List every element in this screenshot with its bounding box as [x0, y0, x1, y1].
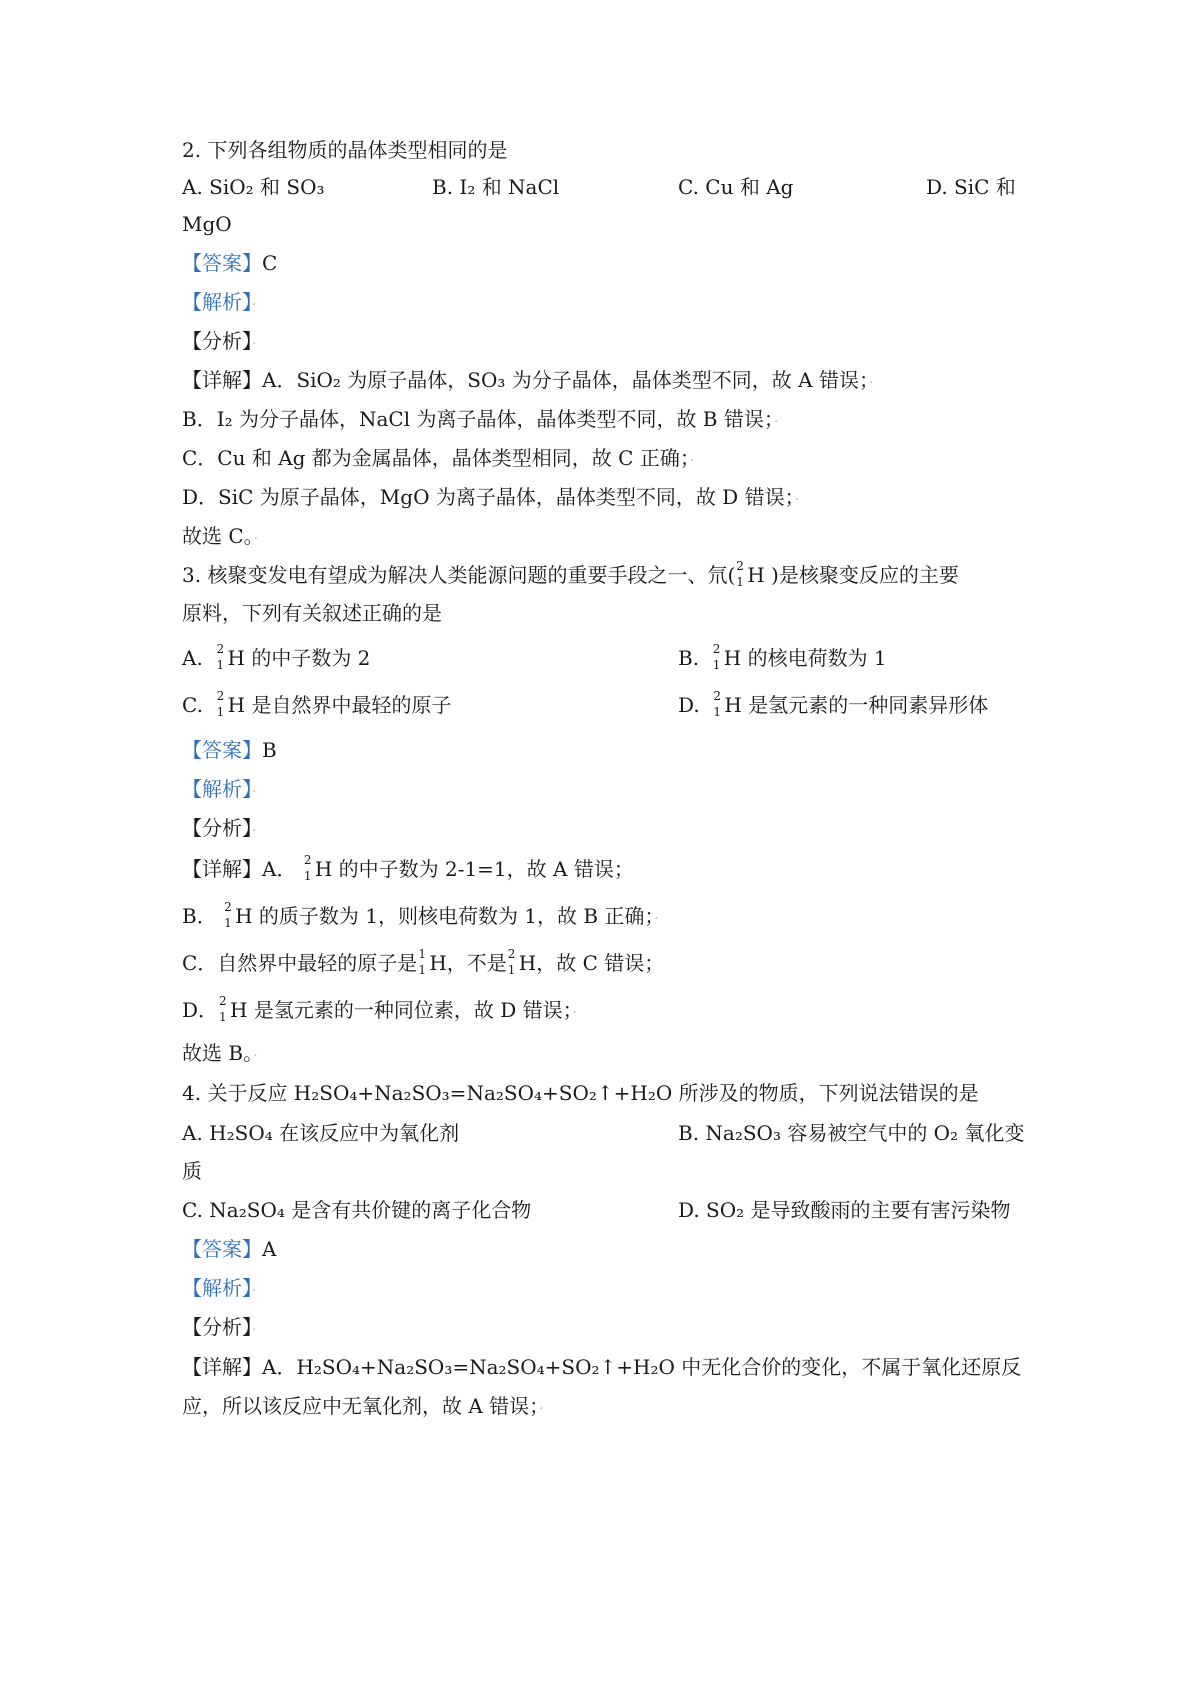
q2-conclusion: 故选 C。· [182, 524, 259, 548]
q2-detail-c: C．Cu 和 Ag 都为金属晶体，晶体类型相同，故 C 正确；· [182, 446, 695, 470]
answer-label: 【答案】 [182, 251, 262, 275]
detail-label: 【详解】 [182, 1355, 262, 1379]
detail-text: A．H₂SO₄+Na₂SO₃=Na₂SO₄+SO₂↑+H₂O 中无化合价的变化，不属于氧化还原反 [262, 1355, 1022, 1379]
q4-detail-line-1 [182, 1354, 1021, 1380]
q4-option-d: D. SO₂ 是导致酸雨的主要有害污染物 [678, 1198, 1011, 1222]
q3-detail-c: C．自然界中最轻的原子是 1 1 H，不是 2 1 H，故 C 错误； [182, 947, 665, 977]
detail-text: C．Cu 和 Ag 都为金属晶体，晶体类型相同，故 C 正确； [182, 446, 690, 470]
q4-detail-line-2: 应，所以该反应中无氧化剂，故 A 错误；· [182, 1394, 544, 1418]
detail-text: D．SiC 为原子晶体，MgO 为离子晶体，晶体类型不同，故 D 错误； [182, 485, 795, 509]
q2-detail-b: B．I₂ 为分子晶体，NaCl 为离子晶体，晶体类型不同，故 B 错误；· [182, 407, 779, 431]
q3-stem-line-1 [182, 559, 959, 589]
detail-label: 【详解】 [182, 368, 262, 392]
detail-text: A．SiO₂ 为原子晶体，SO₃ 为分子晶体，晶体类型不同，故 A 错误； [262, 368, 869, 392]
q2-answer [182, 250, 277, 276]
stem-text: 3. 核聚变发电有望成为解决人类能源问题的重要手段之一、氘( [182, 563, 736, 587]
q4-option-a: A. H₂SO₄ 在该反应中为氧化剂 [182, 1121, 460, 1145]
analysis-label: 【解析】 [182, 290, 252, 314]
q2-option-a: A. SiO₂ 和 SO₃ [182, 175, 325, 199]
answer-value: C [262, 251, 278, 275]
detail-text: B．I₂ 为分子晶体，NaCl 为离子晶体，晶体类型不同，故 B 错误； [182, 407, 774, 431]
q3-detail-a: 【详解】A． 2 1 H 的中子数为 2-1=1，故 A 错误； [182, 853, 634, 883]
q2-fenxi-label: 【分析】· [182, 329, 257, 353]
conclusion-text: 故选 C。 [182, 524, 254, 548]
q2-option-d: D. SiC 和 [926, 175, 1016, 199]
q2-option-c: C. Cu 和 Ag [678, 175, 794, 199]
q4-fenxi-label: 【分析】· [182, 1315, 257, 1339]
q3-option-b: B. 2 1 H 的核电荷数为 1 [678, 642, 887, 672]
q4-option-c: C. Na₂SO₄ 是含有共价键的离子化合物 [182, 1198, 532, 1222]
conclusion-text: 故选 B。 [182, 1041, 254, 1065]
answer-value: B [262, 738, 277, 762]
fenxi-label: 【分析】 [182, 816, 252, 840]
q4-option-b: B. Na₂SO₃ 容易被空气中的 O₂ 氧化变 [678, 1121, 1025, 1145]
q3-stem-line-2: 原料，下列有关叙述正确的是 [182, 601, 442, 625]
q3-analysis-label: 【解析】· [182, 777, 257, 801]
analysis-label: 【解析】 [182, 777, 252, 801]
q4-answer [182, 1236, 276, 1262]
answer-label: 【答案】 [182, 1237, 262, 1261]
q3-conclusion: 故选 B。· [182, 1041, 258, 1065]
q3-option-c: C. 2 1 H 是自然界中最轻的原子 [182, 689, 452, 719]
q3-detail-b: B． 2 1 H 的质子数为 1，则核电荷数为 1，故 B 正确；· [182, 900, 659, 930]
analysis-label: 【解析】 [182, 1276, 252, 1300]
q3-detail-d: D． 2 1 H 是氢元素的一种同位素，故 D 错误；· [182, 994, 578, 1024]
q2-option-b: B. I₂ 和 NaCl [432, 175, 560, 199]
answer-value: A [262, 1237, 277, 1261]
q2-detail-a: 【详解】A．SiO₂ 为原子晶体，SO₃ 为分子晶体，晶体类型不同，故 A 错误；· [182, 368, 874, 392]
q2-stem: 2. 下列各组物质的晶体类型相同的是 [182, 138, 508, 162]
q4-stem: 4. 关于反应 H₂SO₄+Na₂SO₃=Na₂SO₄+SO₂↑+H₂O 所涉及的物质，下列说法错误的是 [182, 1081, 979, 1105]
q2-option-d-continued: MgO [182, 212, 232, 236]
q2-detail-d: D．SiC 为原子晶体，MgO 为离子晶体，晶体类型不同，故 D 错误；· [182, 485, 800, 509]
detail-label: 【详解】 [182, 857, 262, 881]
q3-fenxi-label: 【分析】· [182, 816, 257, 840]
q3-answer [182, 737, 277, 763]
fenxi-label: 【分析】 [182, 329, 252, 353]
detail-text: 应，所以该反应中无氧化剂，故 A 错误； [182, 1394, 540, 1418]
fenxi-label: 【分析】 [182, 1315, 252, 1339]
q2-analysis-label: 【解析】· [182, 290, 257, 314]
q3-option-d: D. 2 1 H 是氢元素的一种同素异形体 [678, 689, 989, 719]
q4-option-b-continued: 质 [182, 1159, 202, 1183]
deuterium-isotope: 2 1 [736, 559, 744, 589]
q4-analysis-label: 【解析】· [182, 1276, 257, 1300]
answer-label: 【答案】 [182, 738, 262, 762]
stem-text: H )是核聚变反应的主要 [747, 563, 959, 587]
q3-option-a: A. 2 1 H 的中子数为 2 [182, 642, 371, 672]
